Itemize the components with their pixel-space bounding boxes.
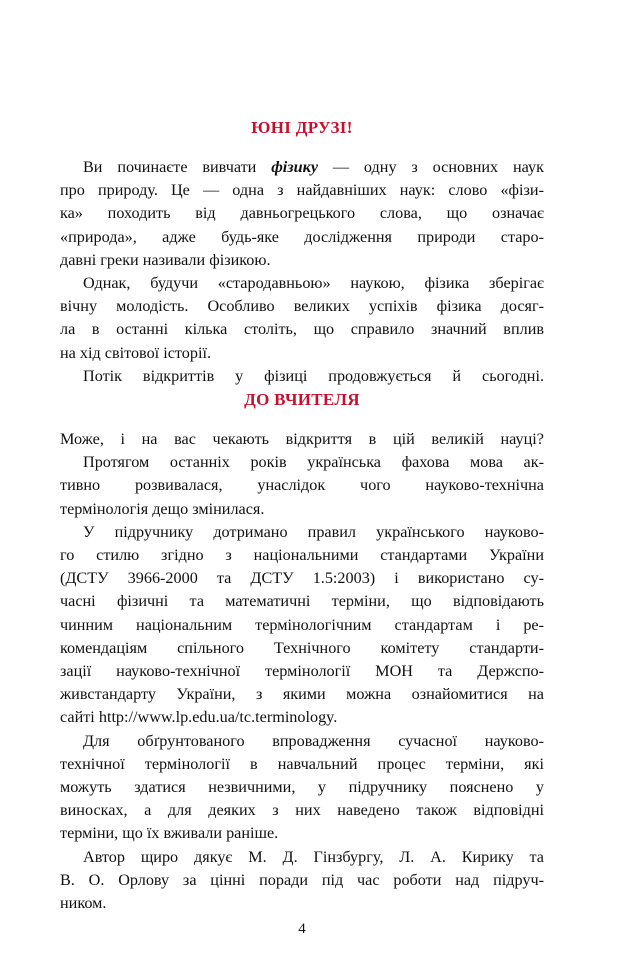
paragraph-line: тивно розвивалася, унаслідок чого науково-технічна bbox=[60, 476, 544, 495]
paragraph-line: Автор щиро дякує М. Д. Гінзбургу, Л. А. Кирику та bbox=[83, 847, 544, 866]
paragraph-line: «природа», адже будь-яке дослідження природи старо- bbox=[60, 227, 544, 246]
paragraph-line: ником. bbox=[60, 894, 107, 912]
paragraph-line: У підручнику дотримано правил українського науково- bbox=[83, 522, 544, 541]
paragraph-line: Однак, будучи «стародавньою» наукою, фізика зберігає bbox=[83, 274, 544, 292]
paragraph-line: В. О. Орлову за цінні поради під час роботи над підруч- bbox=[60, 870, 544, 889]
paragraph-line: Потік відкриттів у фізиці продовжується й сьогодні. bbox=[83, 366, 544, 385]
paragraph-line: живстандарту України, з якими можна ознайомитися на bbox=[60, 685, 544, 704]
paragraph-line: го стилю згідно з національними стандартами України bbox=[60, 546, 544, 564]
paragraph-line: Протягом останніх років українська фахова мова ак- bbox=[83, 453, 544, 472]
paragraph-line: Ви починаєте вивчати фізику — одну з основних наук bbox=[83, 158, 544, 176]
paragraph-line: комендаціям спільного Технічного комітету стандарти- bbox=[60, 638, 544, 657]
paragraph-line: технічної термінології в навчальний процес терміни, які bbox=[60, 754, 544, 773]
heading-young-friends: ЮНІ ДРУЗІ! bbox=[251, 118, 353, 137]
paragraph-line: Може, і на вас чекають відкриття в цій великій науці? bbox=[60, 430, 544, 448]
paragraph-line: ла в останні кілька століть, що справило значний вплив bbox=[60, 320, 544, 339]
emphasis-physics: фізику bbox=[271, 158, 319, 176]
paragraph-line: чинним національним термінологічним стандартам і ре- bbox=[60, 615, 544, 634]
paragraph-line: часні фізичні та математичні терміни, що відповідають bbox=[60, 592, 544, 611]
paragraph-line: ка» походить від давньогрецького слова, що означає bbox=[60, 204, 544, 223]
heading-to-teacher: ДО ВЧИТЕЛЯ bbox=[244, 390, 360, 409]
page-number: 4 bbox=[298, 921, 306, 938]
paragraph-line: термінологія дещо змінилася. bbox=[60, 499, 265, 518]
paragraph-line: можуть здатися незвичними, у підручнику пояснено у bbox=[60, 778, 544, 796]
paragraph-line: про природу. Це — одна з найдавніших наук: слово «фізи- bbox=[60, 181, 544, 200]
paragraph-line: зації науково-технічної термінології МОН та Держспо- bbox=[60, 662, 544, 680]
paragraph-line: терміни, що їх вживали раніше. bbox=[60, 824, 279, 843]
paragraph-line: сайті http://www.lp.edu.ua/tc.terminology. bbox=[60, 708, 338, 727]
paragraph-line: Для обґрунтованого впровадження сучасної науково- bbox=[83, 731, 544, 750]
paragraph-line: давні греки називали фізикою. bbox=[60, 250, 271, 269]
paragraph-line: виносках, а для деяких з них наведено також відповідні bbox=[60, 801, 544, 820]
paragraph-line: (ДСТУ 3966-2000 та ДСТУ 1.5:2003) і використано су- bbox=[60, 569, 544, 588]
paragraph-line: вічну молодість. Особливо великих успіхів фізика досяг- bbox=[60, 297, 544, 316]
paragraph-line: на хід світової історії. bbox=[60, 343, 211, 362]
